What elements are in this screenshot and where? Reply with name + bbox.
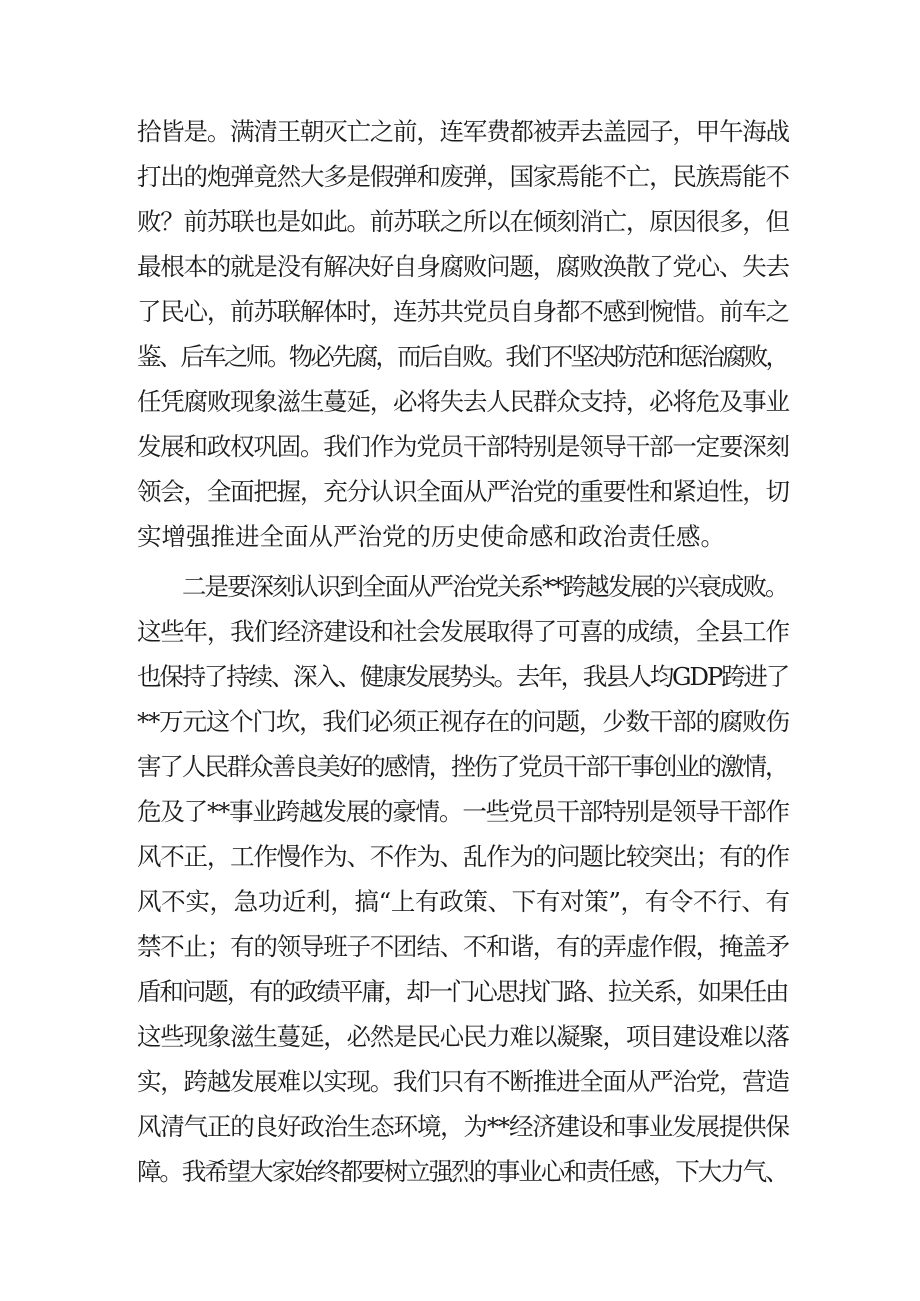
text-line: 鉴、后车之师。物必先腐，而后自败。我们不坚决防范和惩治腐败， <box>137 342 788 371</box>
text-line: 发展和政权巩固。我们作为党员干部特别是领导干部一定要深刻 <box>137 432 789 461</box>
text-line: 风不实，急功近利，搞“上有政策、下有对策”，有令不行、有 <box>137 887 790 916</box>
text-line: 实，跨越发展难以实现。我们只有不断推进全面从严治党，营造 <box>137 1067 789 1096</box>
text-line: 风清气正的良好政治生态环境，为**经济建设和事业发展提供保 <box>137 1112 789 1141</box>
text-line: 二是要深刻认识到全面从严治党关系**跨越发展的兴衰成败。 <box>182 572 788 601</box>
text-line: 危及了**事业跨越发展的豪情。一些党员干部特别是领导干部作 <box>137 797 789 826</box>
text-line: 了民心，前苏联解体时，连苏共党员自身都不感到惋惜。前车之 <box>137 297 789 326</box>
text-line: 这些年，我们经济建设和社会发展取得了可喜的成绩，全县工作 <box>137 617 789 646</box>
text-line: 禁不止；有的领导班子不团结、不和谐，有的弄虚作假，掩盖矛 <box>137 932 789 961</box>
text-line: 也保持了持续、深入、健康发展势头。去年，我县人均GDP跨进了 <box>137 662 788 691</box>
text-line: 实增强推进全面从严治党的历史使命感和政治责任感。 <box>137 522 725 551</box>
text-line: 领会，全面把握，充分认识全面从严治党的重要性和紧迫性，切 <box>137 477 789 506</box>
text-line: 这些现象滋生蔓延，必然是民心民力难以凝聚，项目建设难以落 <box>137 1022 789 1051</box>
text-line: 盾和问题，有的政绩平庸，却一门心思找门路、拉关系，如果任由 <box>137 977 788 1006</box>
text-line: 障。我希望大家始终都要树立强烈的事业心和责任感，下大力气、 <box>137 1157 788 1186</box>
text-line: 败？前苏联也是如此。前苏联之所以在倾刻消亡，原因很多，但 <box>137 207 789 236</box>
text-line: 害了人民群众善良美好的感情，挫伤了党员干部干事创业的激情， <box>137 752 788 781</box>
text-line: **万元这个门坎，我们必须正视存在的问题，少数干部的腐败伤 <box>137 707 789 736</box>
text-line: 最根本的就是没有解决好自身腐败问题，腐败涣散了党心、失去 <box>137 252 789 281</box>
text-line: 拾皆是。满清王朝灭亡之前，连军费都被弄去盖园子，甲午海战 <box>137 117 789 146</box>
text-line: 任凭腐败现象滋生蔓延，必将失去人民群众支持，必将危及事业 <box>137 387 789 416</box>
text-line: 风不正，工作慢作为、不作为、乱作为的问题比较突出；有的作 <box>137 842 789 871</box>
text-line: 打出的炮弹竟然大多是假弹和废弹，国家焉能不亡，民族焉能不 <box>137 162 789 191</box>
